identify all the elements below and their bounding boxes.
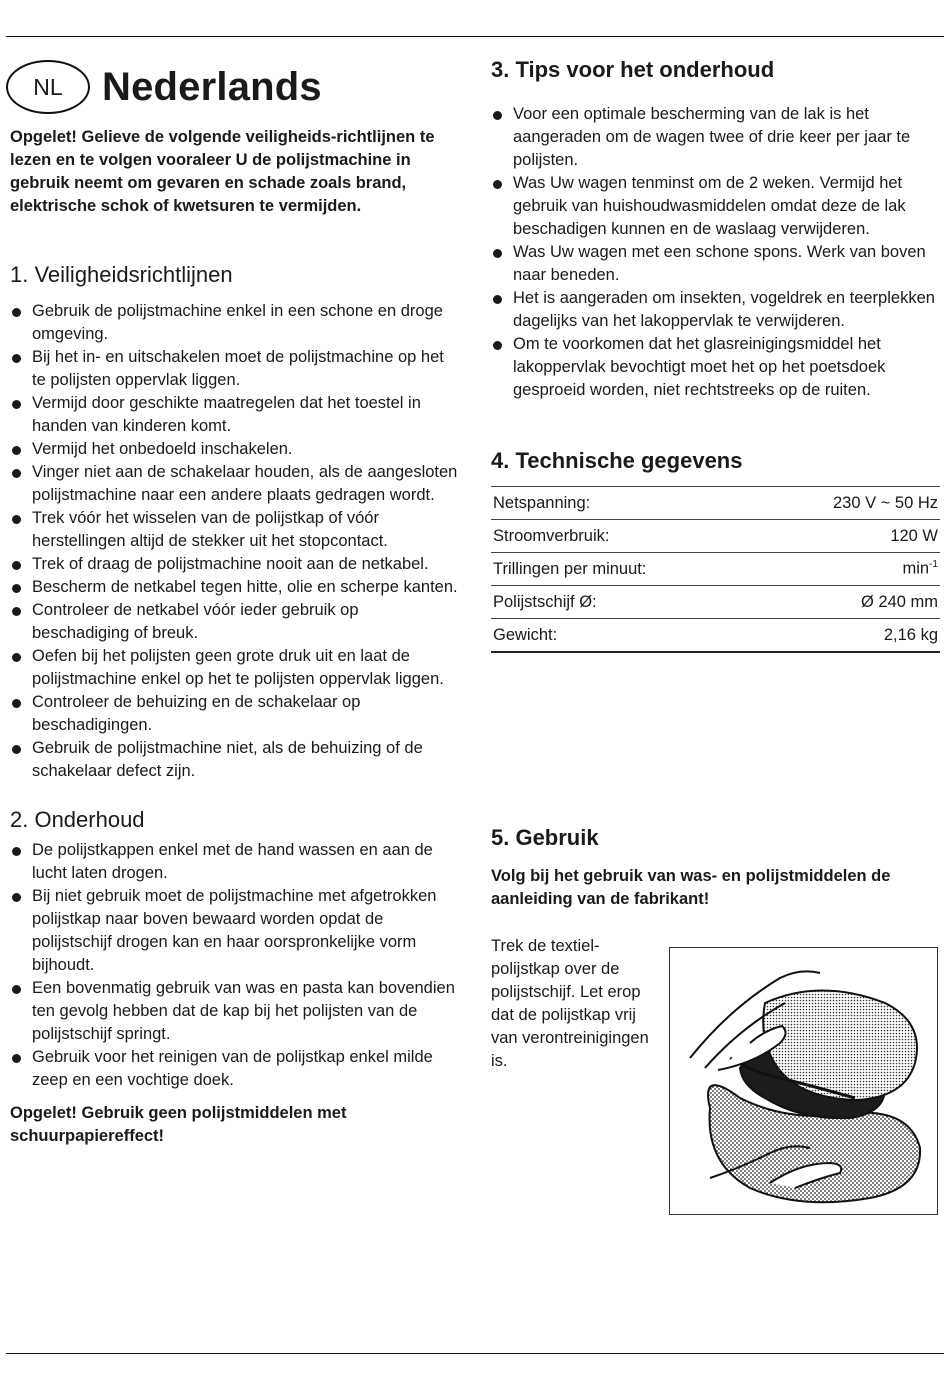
- spec-value: [756, 619, 940, 653]
- spec-value: [756, 520, 940, 553]
- safety-list-item: Controleer de behuizing en de schakelaar op beschadigingen.: [10, 691, 460, 737]
- spec-row: [491, 520, 940, 553]
- spec-value-text: 120 W: [890, 526, 938, 545]
- spec-row: [491, 586, 940, 619]
- maintenance-list: [10, 839, 460, 1092]
- spec-table: [491, 486, 940, 653]
- safety-list-item: Bescherm de netkabel tegen hitte, olie en scherpe kanten.: [10, 576, 460, 599]
- spec-value-text: Ø 240 mm: [860, 592, 938, 611]
- intro-warning: Opgelet! Gelieve de volgende veiligheids-richtlijnen te lezen en te volgen vooraleer U de polijstmachine in gebruik neemt om gevaren en schade zoals brand, elektrische schok of kwetsuren te vermijden.: [10, 128, 435, 215]
- page-title: Nederlands: [102, 64, 322, 109]
- tips-list: [491, 103, 940, 402]
- tips-list-item: Was Uw wagen met een schone spons. Werk van boven naar beneden.: [491, 241, 940, 287]
- section-3-title: 3. Tips voor het onderhoud: [491, 57, 775, 82]
- safety-list-item: Trek vóór het wisselen van de polijstkap of vóór herstellingen altijd de stekker uit het stopcontact.: [10, 507, 460, 553]
- tips-list-item: Het is aangeraden om insekten, vogeldrek en teerplekken dagelijks van het lakoppervlak te verwijderen.: [491, 287, 940, 333]
- spec-row: [491, 487, 940, 520]
- safety-list-item: Bij het in- en uitschakelen moet de polijstmachine op het te polijsten oppervlak liggen.: [10, 346, 460, 392]
- spec-row: [491, 553, 940, 586]
- spec-label: Netspanning:: [491, 487, 756, 520]
- spec-value: [756, 487, 940, 520]
- bottom-rule: [6, 1353, 944, 1354]
- spec-label: Gewicht:: [491, 619, 756, 653]
- maintenance-list-item: De polijstkappen enkel met de hand wassen en aan de lucht laten drogen.: [10, 839, 460, 885]
- usage-block: [491, 935, 940, 1205]
- left-column: [10, 56, 460, 1148]
- polisher-bonnet-illustration-icon: [669, 947, 938, 1215]
- spec-row: [491, 619, 940, 653]
- maintenance-list-item: Een bovenmatig gebruik van was en pasta kan bovendien ten gevolg hebben dat de kap bij het polijsten van de polijstschijf springt.: [10, 977, 460, 1046]
- safety-list-item: Vinger niet aan de schakelaar houden, als de aangesloten polijstmachine naar een andere plaats gedragen wordt.: [10, 461, 460, 507]
- top-rule: [6, 36, 944, 37]
- safety-list-item: Vermijd het onbedoeld inschakelen.: [10, 438, 460, 461]
- right-column: [491, 56, 940, 1205]
- usage-text: Trek de textiel-polijstkap over de polijstschijf. Let erop dat de polijstkap vrij van verontreinigingen is.: [491, 937, 649, 1070]
- safety-list-item: Oefen bij het polijsten geen grote druk uit en laat de polijstmachine enkel op het te polijsten oppervlak liggen.: [10, 645, 460, 691]
- spec-value-text: 2,16 kg: [883, 625, 938, 644]
- spec-label: Stroomverbruik:: [491, 520, 756, 553]
- tips-list-item: Was Uw wagen tenminst om de 2 weken. Vermijd het gebruik van huishoudwasmiddelen omdat deze de lak beschadigen kunnen en de waslaag verwijderen.: [491, 172, 940, 241]
- safety-list-item: Gebruik de polijstmachine enkel in een schone en droge omgeving.: [10, 300, 460, 346]
- section-5-title: 5. Gebruik: [491, 825, 599, 850]
- maintenance-warning: Opgelet! Gebruik geen polijstmiddelen met schuurpapiereffect!: [10, 1104, 347, 1145]
- usage-warning: Volg bij het gebruik van was- en polijstmiddelen de aanleiding van de fabrikant!: [491, 867, 891, 908]
- spec-value-text: 230 V ~ 50 Hz: [832, 493, 938, 512]
- safety-list-item: Controleer de netkabel vóór ieder gebruik op beschadiging of breuk.: [10, 599, 460, 645]
- spec-value-text: min: [902, 559, 930, 578]
- section-4-title: 4. Technische gegevens: [491, 448, 743, 473]
- safety-list-item: Trek of draag de polijstmachine nooit aan de netkabel.: [10, 553, 460, 576]
- maintenance-list-item: Gebruik voor het reinigen van de polijstkap enkel milde zeep en een vochtige doek.: [10, 1046, 460, 1092]
- safety-list-item: Gebruik de polijstmachine niet, als de behuizing of de schakelaar defect zijn.: [10, 737, 460, 783]
- safety-list: [10, 300, 460, 783]
- section-2-title: 2. Onderhoud: [10, 807, 145, 832]
- spec-value: [756, 553, 940, 586]
- spec-value: [756, 586, 940, 619]
- language-header: [10, 56, 460, 118]
- spec-superscript: -1: [929, 559, 938, 571]
- tips-list-item: Om te voorkomen dat het glasreinigingsmiddel het lakoppervlak bevochtigt moet het op het poetsdoek gesproeid worden, niet rechtstreeks op de ruiten.: [491, 333, 940, 402]
- spec-label: Trillingen per minuut:: [491, 553, 756, 586]
- spec-label: Polijstschijf Ø:: [491, 586, 756, 619]
- section-1-title: 1. Veiligheidsrichtlijnen: [10, 262, 233, 287]
- language-badge: NL: [6, 60, 90, 114]
- safety-list-item: Vermijd door geschikte maatregelen dat het toestel in handen van kinderen komt.: [10, 392, 460, 438]
- maintenance-list-item: Bij niet gebruik moet de polijstmachine met afgetrokken polijstkap naar boven bewaard worden opdat de polijstschijf drogen kan en haar oorspronkelijke vorm bijhoudt.: [10, 885, 460, 977]
- tips-list-item: Voor een optimale bescherming van de lak is het aangeraden om de wagen twee of drie keer per jaar te polijsten.: [491, 103, 940, 172]
